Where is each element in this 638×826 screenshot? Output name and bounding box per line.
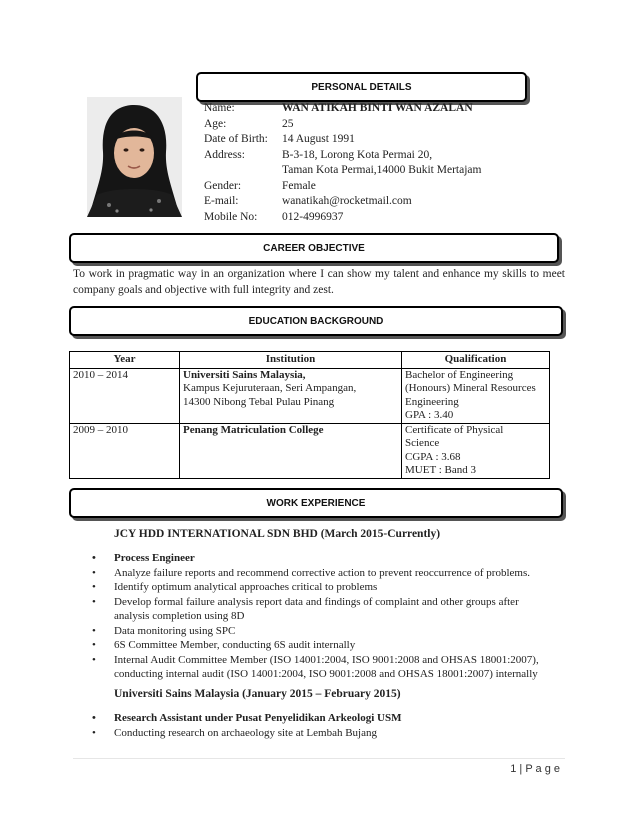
address-row — [204, 148, 481, 164]
company-heading: Universiti Sains Malaysia (January 2015 – February 2015) — [114, 688, 401, 700]
qualification-line: MUET : Band 3 — [405, 464, 476, 476]
table-row — [70, 368, 550, 423]
col-header-institution: Institution — [180, 352, 402, 369]
dob-value: 14 August 1991 — [282, 133, 355, 145]
list-item: • Analyze failure reports and recommend corrective action to prevent reoccurrence of problems. — [92, 566, 530, 579]
qualification-cell — [402, 423, 550, 478]
email-value: wanatikah@rocketmail.com — [282, 195, 412, 207]
qualification-line: Bachelor of Engineering — [405, 368, 514, 381]
company2-duty-list — [92, 711, 552, 740]
institution-cell — [180, 423, 402, 478]
personal-info — [204, 101, 481, 225]
gender-row — [204, 179, 481, 195]
age-row — [204, 117, 481, 133]
footer-divider — [73, 758, 565, 759]
qualification-line: Science — [405, 437, 440, 449]
institution-line: 14300 Nibong Tebal Pulau Pinang — [183, 395, 335, 408]
name-row — [204, 101, 481, 117]
section-header-career-objective: CAREER OBJECTIVE — [69, 233, 559, 263]
list-item: • 6S Committee Member, conducting 6S audit internally — [92, 639, 356, 651]
mobile-label: Mobile No: — [204, 210, 258, 223]
year-cell: 2010 – 2014 — [70, 368, 180, 423]
mobile-value: 012-4996937 — [282, 210, 344, 223]
email-row — [204, 194, 481, 210]
profile-photo — [87, 97, 182, 217]
education-table — [69, 351, 550, 479]
name-label: Name: — [204, 102, 235, 114]
list-item: • Develop formal failure analysis report data and findings of complaint and other groups after analysis completion using 8D — [92, 595, 519, 622]
institution-name: Universiti Sains Malaysia, — [183, 368, 306, 381]
email-label: E-mail: — [204, 195, 239, 207]
institution-name: Penang Matriculation College — [183, 423, 324, 436]
institution-cell — [180, 368, 402, 423]
qualification-line: (Honours) Mineral Resources — [405, 382, 536, 394]
list-item: • Data monitoring using SPC — [92, 624, 236, 637]
list-item: • Conducting research on archaeology site at Lembah Bujang — [92, 726, 377, 739]
profile-photo-image — [87, 97, 182, 217]
mobile-row — [204, 210, 481, 226]
list-item: • Research Assistant under Pusat Penyelidikan Arkeologi USM — [92, 712, 402, 724]
address-value-line1: B-3-18, Lorong Kota Permai 20, — [282, 148, 433, 161]
dob-label: Date of Birth: — [204, 133, 268, 145]
list-item: • Process Engineer — [92, 552, 195, 564]
address-value-line2: Taman Kota Permai,14000 Bukit Mertajam — [282, 164, 482, 176]
year-cell: 2009 – 2010 — [70, 423, 180, 478]
address-label: Address: — [204, 148, 245, 161]
list-item: • Identify optimum analytical approaches critical to problems — [92, 581, 378, 593]
qualification-line: GPA : 3.40 — [405, 409, 454, 421]
page-number: 1 | P a g e — [510, 763, 560, 775]
section-header-work-experience: WORK EXPERIENCE — [69, 488, 563, 518]
institution-line: Kampus Kejuruteraan, Seri Ampangan, — [183, 382, 357, 394]
table-header-row — [70, 352, 550, 369]
name-value: WAN ATIKAH BINTI WAN AZALAN — [282, 102, 473, 114]
gender-label: Gender: — [204, 179, 242, 192]
list-item: • Internal Audit Committee Member (ISO 14001:2004, ISO 9001:2008 and OHSAS 18001:2007), conducting internal audit (ISO 14001:2004, ISO 9001:2008 and OHSAS 18001:2007) internally — [92, 653, 539, 680]
qualification-line: Engineering — [405, 395, 459, 408]
table-row — [70, 423, 550, 478]
qualification-line: Certificate of Physical — [405, 423, 504, 436]
age-value: 25 — [282, 117, 294, 130]
qualification-line: CGPA : 3.68 — [405, 450, 461, 463]
dob-row — [204, 132, 481, 148]
career-objective-text: To work in pragmatic way in an organization where I can show my talent and enhance my skills to meet company goals and objective with full integrity and zest. — [73, 268, 565, 296]
gender-value: Female — [282, 179, 316, 192]
col-header-year: Year — [70, 352, 180, 369]
address-row-2 — [204, 163, 481, 179]
section-header-education: EDUCATION BACKGROUND — [69, 306, 563, 336]
section-header-personal-details: PERSONAL DETAILS — [196, 72, 527, 102]
col-header-qualification: Qualification — [402, 352, 550, 369]
company-heading: JCY HDD INTERNATIONAL SDN BHD (March 2015-Currently) — [114, 528, 441, 540]
qualification-cell — [402, 368, 550, 423]
company1-duty-list — [92, 551, 552, 682]
age-label: Age: — [204, 117, 227, 130]
